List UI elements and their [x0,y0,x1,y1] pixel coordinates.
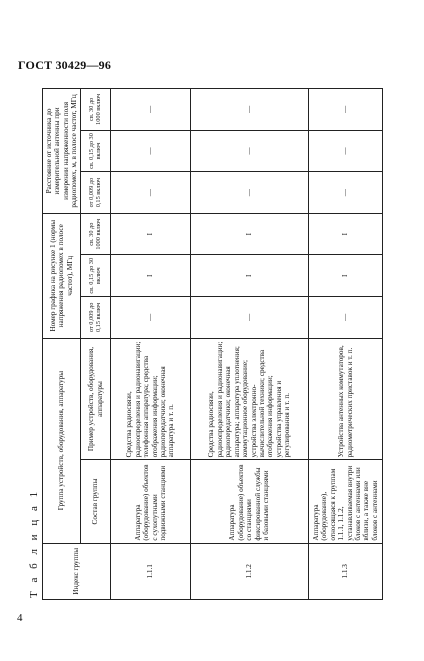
graph-cell: I [111,213,191,255]
distance-cell: — [191,89,309,131]
col-index-header: Индекс группы [43,543,111,599]
graph-cell: — [111,297,191,339]
distance-cell: — [309,130,383,172]
col-graph-header: Номер графика на рисунке 1 (нормы напряжения радиопомех в полосе частот), МГц [43,213,81,338]
table-row [309,89,383,600]
row-index: 1.1.3 [309,543,383,599]
row-examples: Средства радиосвязи, радиоопределения и радионавигации; телефонная аппаратура; средства отображения информации; радиопередатчики; оконечная аппаратура и т. п. [111,338,191,460]
row-examples: Средства радиосвязи, радиоопределения и радионавигации; радиопередатчики; оконечная аппаратура; аппаратура уплотнения; коммутационное оборудование; устройства электронно-вычислительной техники; средства отображения информации; устройства управления и регулирования и т. п. [191,338,309,460]
row-index: 1.1.1 [111,543,191,599]
graph-cell: I [191,213,309,255]
distance-cell: — [309,89,383,131]
band-distance-2: св. 0,15 до 30 включ [81,130,111,172]
graph-cell: I [309,255,383,297]
graph-cell: I [111,255,191,297]
distance-cell: — [111,89,191,131]
distance-cell: — [191,172,309,214]
col-group-header: Группа устройств, оборудования, аппаратуры [43,338,81,543]
band-distance-3: св. 30 до 1000 включ [81,89,111,131]
col-distance-header: Расстояние от источника до измерительной антенны при измерении напряженности поля радиопомех, м, в полосе частот, МГц [43,89,81,214]
row-examples: Устройства антенных коммутаторов, радиометрических приставок и т. п. [309,338,383,460]
row-index: 1.1.2 [191,543,309,599]
band-graph-1: от 0,009 до 0,15 включ [81,297,111,339]
graph-cell: I [191,255,309,297]
graph-cell: — [309,297,383,339]
distance-cell: — [111,130,191,172]
rotated-table-block [26,88,384,600]
distance-cell: — [309,172,383,214]
row-composition: Аппаратура (оборудование) объектов с сухопутными подвижными станциями [111,460,191,543]
table-caption: Т а б л и ц а 1 [28,488,40,598]
col-examples-header: Пример устройств, оборудования, аппаратуры [81,338,111,460]
header-row-1 [43,89,81,600]
band-graph-2: св. 0,15 до 30 включ [81,255,111,297]
page-number: 4 [17,612,23,624]
row-composition: Аппаратура (оборудование) объектов со станциями фиксированной службы и базовыми станциями [191,460,309,543]
distance-cell: — [191,130,309,172]
col-composition-header: Состав группы [81,460,111,543]
header-row-2 [81,89,111,600]
distance-cell: — [111,172,191,214]
table-row [111,89,191,600]
band-graph-3: св. 30 до 1000 включ [81,213,111,255]
document-header: ГОСТ 30429—96 [18,58,112,72]
row-composition: Аппаратура (оборудование), относящаяся к группам 1.1.1, 1.1.2, устанавливаемая внутри блоков с антеннами или вблизи, а также вне блоков с антеннами [309,460,383,543]
graph-cell: I [309,213,383,255]
graph-cell: — [191,297,309,339]
band-distance-1: от 0,009 до 0,15 включ [81,172,111,214]
specification-table [42,88,383,600]
table-row [191,89,309,600]
